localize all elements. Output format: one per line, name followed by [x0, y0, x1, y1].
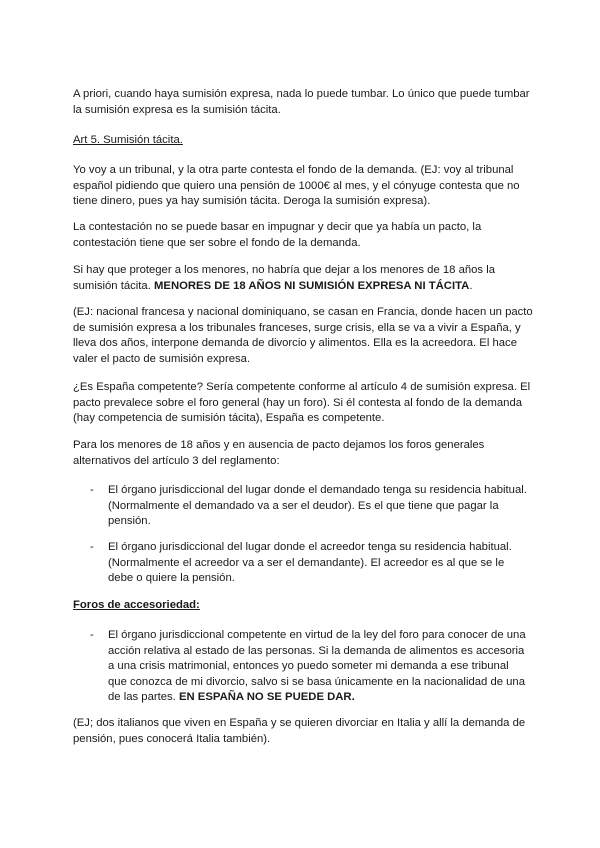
paragraph-menores	[73, 263, 533, 294]
heading-foros-accesoriedad: Foros de accesoriedad:	[73, 599, 200, 611]
paragraph-contestacion: La contestación no se puede basar en impugnar y decir que ya había un pacto, la contestación tiene que ser sobre el fondo de la demanda.	[73, 221, 482, 249]
paragraph-ejemplo-francia: (EJ: nacional francesa y nacional dominiquano, se casan en Francia, donde hacen un pacto de sumisión expresa a los tribunales franceses, surge crisis, ella se va a vivir a España, y lleva dos años, interpone demanda de divorcio y alimentos. Ella es la acreedora. El hace valer el pacto de sumisión expresa.	[73, 306, 533, 365]
heading-art-5: Art 5. Sumisión tácita.	[73, 134, 183, 146]
list-item-demandado: El órgano jurisdiccional del lugar donde el demandado tenga su residencia habitual. (Normalmente el demandado va a ser el deudor). Es el que tiene que pagar la pensión.	[108, 484, 527, 528]
list-item-estado-personas-bold: EN ESPAÑA NO SE PUEDE DAR.	[178, 691, 355, 704]
paragraph-ejemplo-italianos: (EJ; dos italianos que viven en España y se quieren divorciar en Italia y allí la demanda de pensión, pues conocerá Italia también).	[73, 717, 526, 745]
paragraph-sumision-expresa: A priori, cuando haya sumisión expresa, nada lo puede tumbar. Lo único que puede tumbar la sumisión expresa es la sumisión tácita.	[73, 88, 530, 116]
paragraph-sumision-tacita-ejemplo: Yo voy a un tribunal, y la otra parte contesta el fondo de la demanda. (EJ: voy al tribunal español pidiendo que quiero una pensión de 1000€ al mes, y el cónyuge contesta que no tiene dinero, pues ya hay sumisión tácita. Deroga la sumisión expresa).	[73, 164, 520, 208]
paragraph-menores-bold: MENORES DE 18 AÑOS NI SUMISIÓN EXPRESA NI TÁCITA	[154, 279, 470, 292]
bullet-marker: -	[90, 629, 94, 641]
bullet-marker: -	[90, 541, 94, 553]
paragraph-espana-competente: ¿Es España competente? Sería competente conforme al artículo 4 de sumisión expresa. El pacto prevalece sobre el foro general (hay un foro). Si él contesta al fondo de la demanda (hay competencia de sumisión tácita), España es competente.	[73, 381, 531, 425]
paragraph-foros-generales: Para los menores de 18 años y en ausencia de pacto dejamos los foros generales alternativos del artículo 3 del reglamento:	[73, 439, 485, 467]
list-item-estado-personas	[108, 628, 528, 706]
bullet-marker: -	[90, 484, 94, 496]
list-item-estado-personas-text: El órgano jurisdiccional competente en virtud de la ley del foro para conocer de una acción relativa al estado de las personas. Si la demanda de alimentos es accesoria a una crisis matrimonial, entonces yo puedo someter mi demanda a ese tribunal que conozca de mi divorcio, salvo si se basa únicamente en la nacionalidad de una de las partes.	[108, 629, 526, 704]
paragraph-menores-text: Si hay que proteger a los menores, no habría que dejar a los menores de 18 años la sumisión tácita.	[73, 264, 496, 292]
list-item-acreedor: El órgano jurisdiccional del lugar donde el acreedor tenga su residencia habitual. (Normalmente el acreedor va a ser el demandante). El acreedor es al que se le debe o quiere la pensión.	[108, 541, 512, 585]
paragraph-menores-end: .	[469, 279, 473, 292]
